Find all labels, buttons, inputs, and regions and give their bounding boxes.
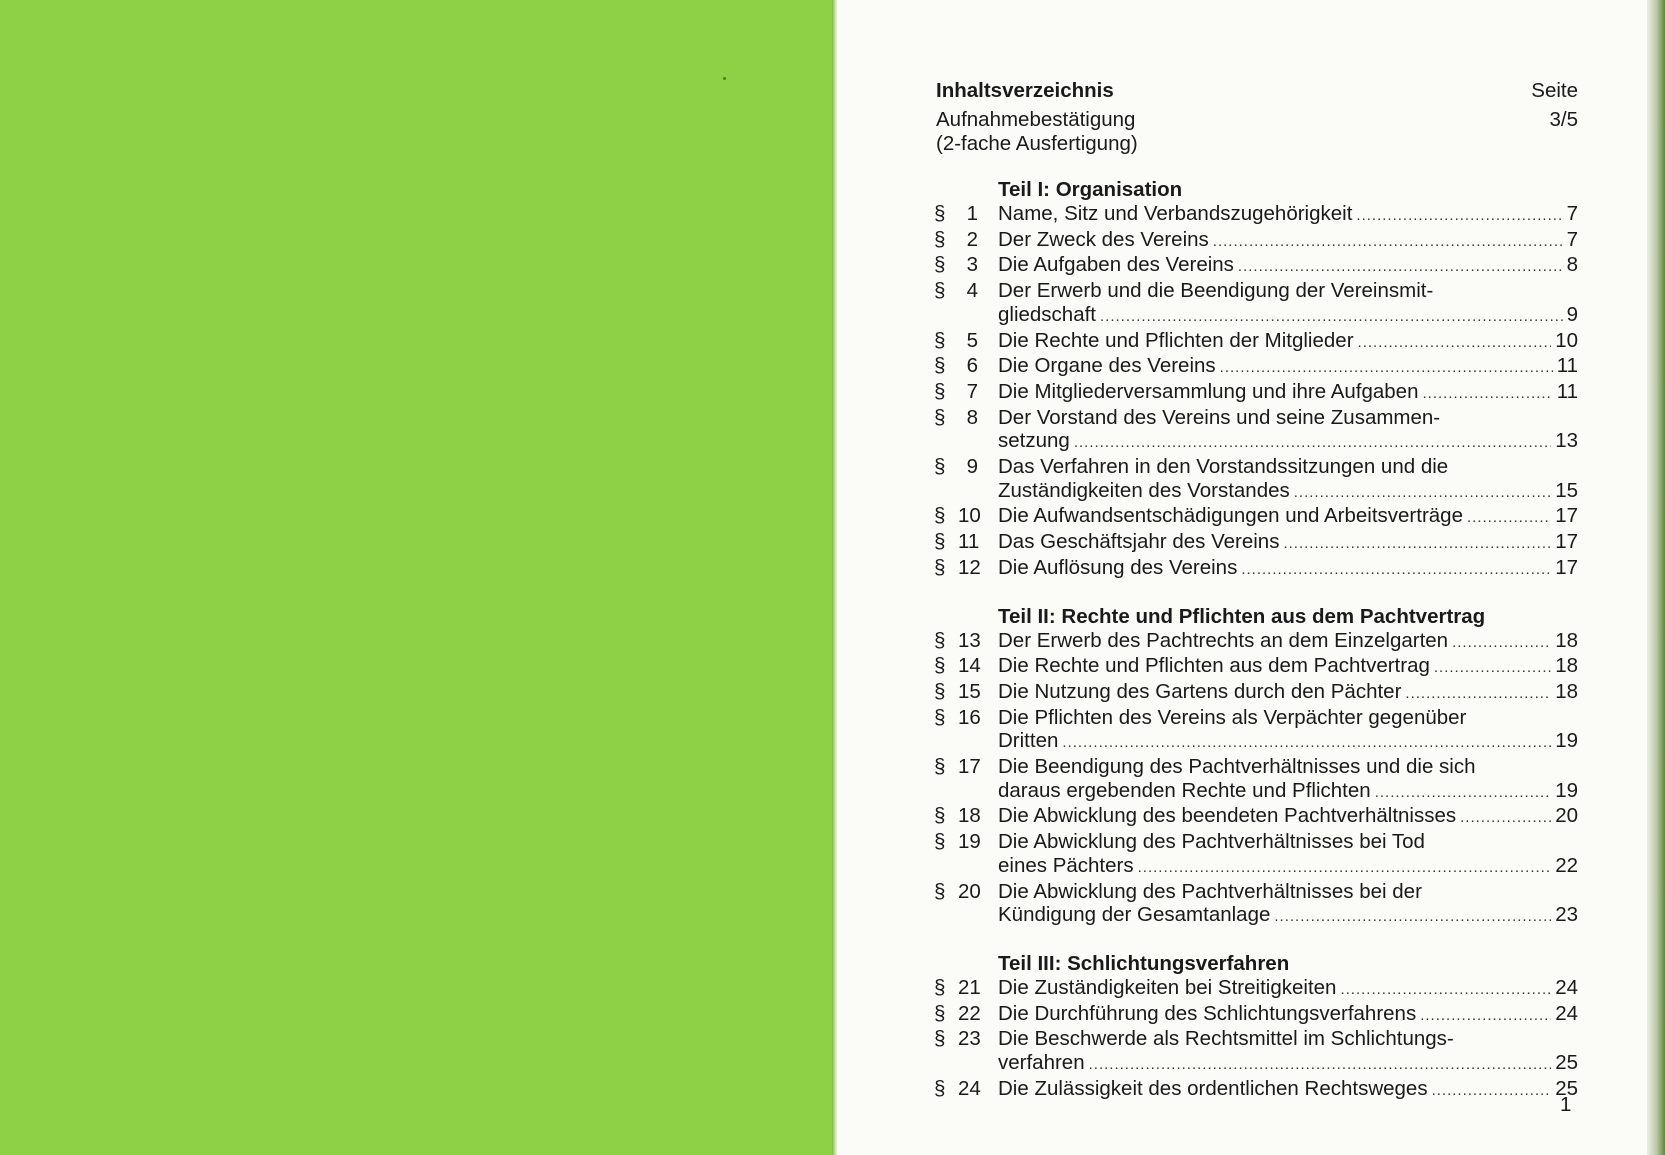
dot-leader [1452,631,1551,655]
paragraph-symbol: § [934,679,946,703]
toc-entry [934,504,1578,530]
entry-last-line [998,680,1578,706]
paragraph-number: 9 [966,455,978,479]
intro-line: Aufnahmebestätigung [936,108,1136,131]
dot-leader [1434,656,1551,680]
dot-leader [1358,331,1552,355]
paragraph-number: 21 [958,975,981,999]
entry-page: 15 [1555,478,1578,502]
entry-line: Die Abwicklung des Pachtverhältnisses bei Tod [998,830,1425,854]
intro-line: (2-fache Ausfertigung) [936,131,1138,155]
entry-body [998,629,1578,655]
entry-body [998,354,1578,380]
paragraph-symbol: § [934,253,946,277]
entry-last-line [998,429,1578,455]
dot-leader [1213,230,1563,254]
paragraph-symbol: § [934,279,946,303]
entry-page: 19 [1555,729,1578,753]
paragraph-ref [934,406,998,455]
paragraph-number: 4 [966,279,978,303]
entry-title: Die Zuständigkeiten bei Streitigkeiten [998,975,1337,999]
paragraph-ref [934,380,998,406]
dot-leader [1241,558,1551,582]
paragraph-number: 15 [958,679,981,703]
paragraph-symbol: § [934,405,946,429]
toc-entry [934,329,1578,355]
toc-entry [934,629,1578,655]
entry-body [998,830,1578,879]
entry-body [998,654,1578,680]
entry-title: Zuständigkeiten des Vorstandes [998,478,1290,502]
entry-last-line [998,253,1578,279]
entry-line: Die Beschwerde als Rechtsmittel im Schlichtungs- [998,1027,1454,1051]
paragraph-ref [934,1027,998,1076]
entry-title: gliedschaft [998,302,1097,326]
entry-last-line [998,228,1578,254]
entry-last-line [998,729,1578,755]
dot-leader [1460,806,1551,830]
entry-last-line [998,354,1578,380]
paragraph-symbol: § [934,1001,946,1025]
entry-body [998,253,1578,279]
paragraph-number: 3 [966,253,978,277]
dot-leader [1100,305,1563,329]
dot-leader [1432,1079,1552,1103]
paragraph-symbol: § [934,654,946,678]
entry-body [998,380,1578,406]
entry-body [998,1077,1578,1103]
paragraph-symbol: § [934,830,946,854]
seite-label: Seite [1531,79,1578,102]
paragraph-number: 11 [958,530,980,554]
entry-title: Die Rechte und Pflichten der Mitglieder [998,328,1354,352]
paragraph-number: 20 [958,879,981,903]
entry-page: 17 [1555,555,1578,579]
entry-last-line [998,329,1578,355]
toc-entry [934,880,1578,929]
dot-leader [1283,532,1551,556]
entry-page: 18 [1555,679,1578,703]
paragraph-ref [934,654,998,680]
paragraph-symbol: § [934,227,946,251]
part-spacer [934,929,1578,952]
entry-page: 24 [1555,975,1578,999]
dot-leader [1356,204,1562,228]
dot-leader [1467,506,1551,530]
entry-page: 11 [1556,379,1578,403]
paragraph-number: 13 [958,628,981,652]
entry-last-line [998,654,1578,680]
toc-entry [934,354,1578,380]
dot-leader [1422,382,1552,406]
paragraph-number: 22 [958,1001,981,1025]
paragraph-symbol: § [934,555,946,579]
toc-title: Inhaltsverzeichnis [936,79,1114,102]
entry-body [998,804,1578,830]
entry-page: 25 [1555,1076,1578,1100]
intro-entry [936,108,1578,155]
toc-entry [934,406,1578,455]
entry-title: Die Nutzung des Gartens durch den Pächter [998,679,1402,703]
paragraph-symbol: § [934,504,946,528]
intro-page: 3/5 [1549,108,1578,131]
entry-line: Der Vorstand des Vereins und seine Zusammen- [998,405,1441,429]
entry-body [998,755,1578,804]
entry-last-line [998,1002,1578,1028]
dot-leader [1220,356,1553,380]
entry-title: Die Aufwandsentschädigungen und Arbeitsverträge [998,504,1463,528]
entry-last-line [998,976,1578,1002]
dot-leader [1420,1004,1551,1028]
entry-title: Die Abwicklung des beendeten Pachtverhältnisses [998,804,1457,828]
entry-page: 25 [1555,1051,1578,1075]
paragraph-symbol: § [934,379,946,403]
entry-page: 11 [1556,354,1578,378]
paragraph-number: 6 [966,354,978,378]
entry-body [998,530,1578,556]
entry-page: 7 [1566,227,1578,251]
entry-title: Dritten [998,729,1059,753]
paragraph-ref [934,504,998,530]
paragraph-ref [934,804,998,830]
toc-entry [934,202,1578,228]
entry-body [998,504,1578,530]
entry-page: 10 [1555,328,1578,352]
toc-entry [934,455,1578,504]
dot-leader [1274,905,1551,929]
entry-last-line [998,854,1578,880]
part-title: Teil I: Organisation [998,178,1183,201]
entry-last-line [998,202,1578,228]
paragraph-symbol: § [934,530,946,554]
paragraph-number: 7 [966,379,978,403]
paragraph-ref [934,253,998,279]
page-edge [1647,0,1665,1155]
paragraph-number: 8 [966,405,978,429]
entry-title: Das Geschäftsjahr des Vereins [998,530,1280,554]
paragraph-ref [934,880,998,929]
entry-page: 23 [1555,903,1578,927]
paragraph-ref [934,755,998,804]
paragraph-number: 18 [958,804,981,828]
entry-page: 20 [1555,804,1578,828]
entry-last-line [998,1077,1578,1103]
paragraph-ref [934,976,998,1002]
entry-line: Der Erwerb und die Beendigung der Vereinsmit- [998,279,1434,303]
entry-title: Die Auflösung des Vereins [998,555,1238,579]
entry-page: 17 [1555,504,1578,528]
entry-title: Die Zulässigkeit des ordentlichen Rechtsweges [998,1076,1428,1100]
paragraph-symbol: § [934,755,946,779]
dot-leader [1340,978,1551,1002]
entry-line: Das Verfahren in den Vorstandssitzungen und die [998,455,1449,479]
entry-body [998,202,1578,228]
entry-last-line [998,903,1578,929]
paragraph-symbol: § [934,455,946,479]
entry-body [998,279,1578,328]
toc-entry [934,228,1578,254]
entry-last-line [998,303,1578,329]
entry-page: 17 [1555,530,1578,554]
paragraph-ref [934,329,998,355]
entry-body [998,1027,1578,1076]
entry-title: Die Organe des Vereins [998,354,1216,378]
entry-body [998,680,1578,706]
toc-entry [934,1027,1578,1076]
entry-last-line [998,380,1578,406]
toc-entry [934,279,1578,328]
paragraph-symbol: § [934,328,946,352]
entry-page: 19 [1555,778,1578,802]
dot-leader [1062,731,1551,755]
dot-leader [1375,781,1552,805]
entry-title: Der Erwerb des Pachtrechts an dem Einzelgarten [998,628,1449,652]
entry-title: Die Durchführung des Schlichtungsverfahrens [998,1001,1417,1025]
entry-title: Kündigung der Gesamtanlage [998,903,1271,927]
entry-last-line [998,804,1578,830]
paragraph-number: 23 [958,1027,981,1051]
paragraph-symbol: § [934,975,946,999]
paragraph-number: 24 [958,1076,981,1100]
part-title: Teil III: Schlichtungsverfahren [998,951,1290,975]
toc-entry [934,680,1578,706]
paragraph-ref [934,228,998,254]
paragraph-symbol: § [934,354,946,378]
entry-page: 9 [1566,302,1578,326]
entry-title: Die Aufgaben des Vereins [998,253,1234,277]
entry-body [998,976,1578,1002]
paragraph-number: 14 [958,654,981,678]
entry-body [998,329,1578,355]
paragraph-symbol: § [934,202,946,225]
entry-body [998,1002,1578,1028]
entry-line: Die Pflichten des Vereins als Verpächter gegenüber [998,705,1467,729]
toc-sections [934,178,1578,1103]
paragraph-ref [934,530,998,556]
entry-last-line [998,1051,1578,1077]
entry-page: 13 [1555,429,1578,453]
paragraph-symbol: § [934,1076,946,1100]
toc-entry [934,976,1578,1002]
paragraph-ref [934,680,998,706]
entry-title: Die Mitgliederversammlung und ihre Aufgaben [998,379,1419,403]
paragraph-number: 5 [966,328,978,352]
entry-title: verfahren [998,1051,1085,1075]
paragraph-ref [934,202,998,228]
entry-body [998,880,1578,929]
dot-leader [1074,431,1551,455]
entry-last-line [998,479,1578,505]
toc-entry [934,380,1578,406]
entry-page: 18 [1555,654,1578,678]
entry-page: 7 [1566,202,1578,225]
entry-title: setzung [998,429,1070,453]
paragraph-number: 10 [958,504,981,528]
toc-entry [934,556,1578,582]
paragraph-symbol: § [934,879,946,903]
paragraph-ref [934,279,998,328]
entry-title: Die Rechte und Pflichten aus dem Pachtvertrag [998,654,1430,678]
entry-page: 18 [1555,628,1578,652]
paragraph-symbol: § [934,705,946,729]
toc-entry [934,1077,1578,1103]
paragraph-symbol: § [934,1027,946,1051]
paragraph-number: 19 [958,830,981,854]
page-number: 1 [1560,1093,1572,1116]
paper-speck [723,77,726,80]
paragraph-symbol: § [934,804,946,828]
dot-leader [1405,682,1551,706]
toc-header [936,79,1578,103]
intro-text [936,108,1138,155]
toc-entry [934,804,1578,830]
part-spacer [934,582,1578,605]
toc-entry [934,755,1578,804]
entry-last-line [998,629,1578,655]
entry-title: daraus ergebenden Rechte und Pflichten [998,778,1371,802]
entry-last-line [998,504,1578,530]
entry-title: Der Zweck des Vereins [998,227,1209,251]
toc-entry [934,530,1578,556]
entry-title: Name, Sitz und Verbandszugehörigkeit [998,202,1353,225]
paragraph-ref [934,455,998,504]
dot-leader [1089,1053,1552,1077]
entry-last-line [998,779,1578,805]
entry-body [998,406,1578,455]
entry-body [998,706,1578,755]
paragraph-ref [934,556,998,582]
entry-line: Die Beendigung des Pachtverhältnisses und die sich [998,755,1476,779]
entry-body [998,455,1578,504]
paragraph-ref [934,1002,998,1028]
entry-line: Die Abwicklung des Pachtverhältnisses bei der [998,879,1422,903]
entry-page: 22 [1555,853,1578,877]
toc-entry [934,706,1578,755]
paragraph-ref [934,1077,998,1103]
toc-entry [934,253,1578,279]
paragraph-symbol: § [934,628,946,652]
entry-body [998,556,1578,582]
toc-entry [934,1002,1578,1028]
paragraph-number: 16 [958,705,981,729]
toc-entry [934,654,1578,680]
dot-leader [1294,481,1551,505]
paragraph-ref [934,354,998,380]
part-title: Teil II: Rechte und Pflichten aus dem Pachtvertrag [998,604,1486,628]
paragraph-number: 12 [958,555,981,579]
entry-body [998,228,1578,254]
entry-last-line [998,556,1578,582]
entry-page: 8 [1566,253,1578,277]
paragraph-ref [934,629,998,655]
paragraph-ref [934,830,998,879]
paragraph-number: 1 [966,202,978,225]
paragraph-ref [934,706,998,755]
dot-leader [1138,856,1552,880]
entry-last-line [998,530,1578,556]
toc-entry [934,830,1578,879]
dot-leader [1238,255,1563,279]
entry-page: 24 [1555,1001,1578,1025]
paragraph-number: 17 [958,755,981,779]
paragraph-number: 2 [966,227,978,251]
entry-title: eines Pächters [998,853,1134,877]
